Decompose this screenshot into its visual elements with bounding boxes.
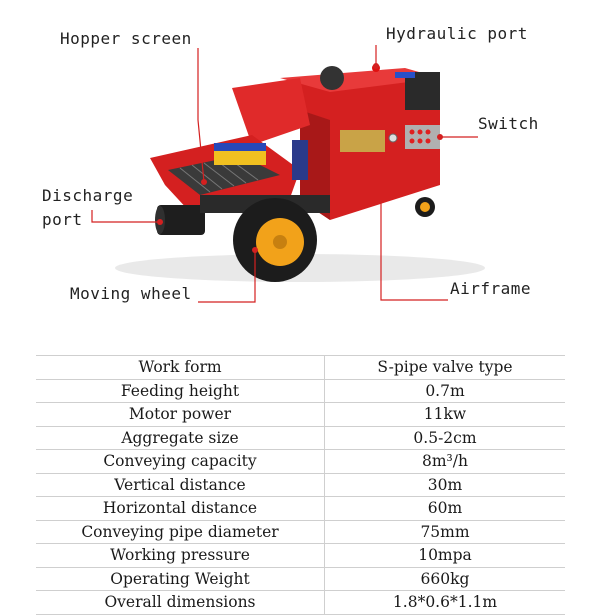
spec-value: S-pipe valve type (325, 356, 566, 380)
table-row (36, 544, 565, 568)
callout-hydraulic-port: Hydraulic port (386, 24, 528, 43)
pressure-gauge (389, 134, 397, 142)
blue-connector (395, 72, 415, 78)
spec-table-body (36, 356, 565, 615)
spec-value: 660kg (325, 567, 566, 591)
discharge-port-leader (92, 210, 160, 222)
spec-value: 30m (325, 473, 566, 497)
spec-label: Work form (36, 356, 325, 380)
spec-value: 1.8*0.6*1.1m (325, 591, 566, 615)
spec-label: Conveying capacity (36, 450, 325, 474)
callout-airframe: Airframe (450, 279, 532, 298)
callout-moving-wheel: Moving wheel (70, 284, 192, 303)
spec-label: Vertical distance (36, 473, 325, 497)
spec-label: Operating Weight (36, 567, 325, 591)
spec-table (36, 355, 565, 615)
callout-hopper-screen: Hopper screen (60, 29, 192, 48)
table-row (36, 403, 565, 427)
table-row (36, 450, 565, 474)
spec-value: 60m (325, 497, 566, 521)
hydraulic-tank (292, 140, 308, 180)
spec-label: Motor power (36, 403, 325, 427)
table-row (36, 520, 565, 544)
spec-label: Aggregate size (36, 426, 325, 450)
table-row (36, 591, 565, 615)
spec-value: 75mm (325, 520, 566, 544)
table-row (36, 356, 565, 380)
table-row (36, 379, 565, 403)
spec-value: 11kw (325, 403, 566, 427)
spec-label: Conveying pipe diameter (36, 520, 325, 544)
table-row (36, 426, 565, 450)
spec-label: Feeding height (36, 379, 325, 403)
switch-panel (405, 125, 440, 149)
spec-label: Overall dimensions (36, 591, 325, 615)
spec-label: Working pressure (36, 544, 325, 568)
table-row (36, 497, 565, 521)
hopper-cover (232, 78, 310, 145)
spec-value: 0.7m (325, 379, 566, 403)
nameplate (340, 130, 385, 152)
spec-value: 10mpa (325, 544, 566, 568)
callout-discharge-port-line2: port (42, 210, 83, 229)
spec-value: 8m³/h (325, 450, 566, 474)
table-row (36, 567, 565, 591)
spec-value: 0.5-2cm (325, 426, 566, 450)
table-row (36, 473, 565, 497)
callout-switch: Switch (478, 114, 539, 133)
callout-discharge-port-line1: Discharge (42, 186, 134, 205)
spec-label: Horizontal distance (36, 497, 325, 521)
fan-grille (320, 66, 344, 90)
